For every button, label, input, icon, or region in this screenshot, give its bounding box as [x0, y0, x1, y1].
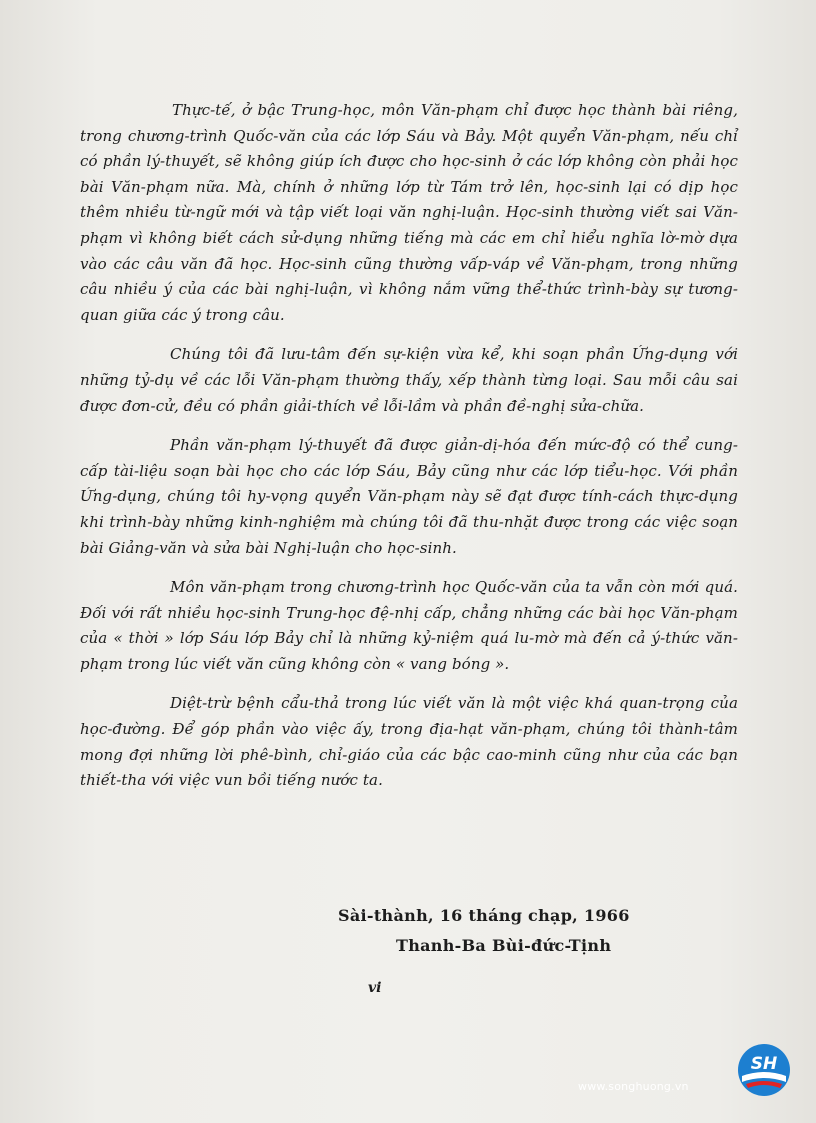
paragraph-4: Môn văn-phạm trong chương-trình học Quốc-văn của ta vẫn còn mới quá. Đối với rất nhiều học-sinh Trung-học đệ-nhị cấp, chẳng những các bài học Văn-phạm của « thời » lớp Sáu lớp Bảy chỉ là những kỷ-niệm quá lu-mờ mà đến cả ý-thức văn-phạm trong lúc viết văn cũng không còn « vang bóng ». [80, 578, 738, 673]
songhuong-logo-icon [736, 1042, 792, 1098]
signature-place-date: Sài-thành, 16 tháng chạp, 1966 [338, 906, 630, 925]
paragraph-3: Phần văn-phạm lý-thuyết đã được giản-dị-hóa đến mức-độ có thể cung-cấp tài-liệu soạn bài học cho các lớp Sáu, Bảy cũng như các lớp tiểu-học. Với phần Ứng-dụng, chúng tôi hy-vọng quyển Văn-phạm này sẽ đạt được tính-cách thực-dụng khi trình-bày những kinh-nghiệm mà chúng tôi đã thu-nhặt được trong các việc soạn bài Giảng-văn và sửa bài Nghị-luận cho học-sinh. [80, 436, 738, 557]
page-number: vi [368, 980, 382, 996]
signature-author: Thanh-Ba Bùi-đức-Tịnh [396, 936, 612, 955]
preface-body [80, 98, 738, 808]
paragraph-5: Diệt-trừ bệnh cẩu-thả trong lúc viết văn là một việc khá quan-trọng của học-đường. Để góp phần vào việc ấy, trong địa-hạt văn-phạm, chúng tôi thành-tâm mong đợi những lời phê-bình, chỉ-giáo của các bậc cao-minh cũng như của các bạn thiết-tha với việc vun bồi tiếng nước ta. [80, 694, 738, 790]
paragraph-1: Thực-tế, ở bậc Trung-học, môn Văn-phạm chỉ được học thành bài riêng, trong chương-trình Quốc-văn của các lớp Sáu và Bảy. Một quyển Văn-phạm, nếu chỉ có phần lý-thuyết, sẽ không giúp ích được cho học-sinh ở các lớp không còn phải học bài Văn-phạm nữa. Mà, chính ở những lớp từ Tám trở lên, học-sinh lại có dịp học thêm nhiều từ-ngữ mới và tập viết loại văn nghị-luận. Học-sinh thường viết sai Văn-phạm vì không biết cách sử-dụng những tiếng mà các em chỉ hiểu nghĩa lờ-mờ dựa vào các câu văn đã học. Học-sinh cũng thường vấp-váp về Văn-phạm, trong những câu nhiều ý của các bài nghị-luận, vì không nắm vững thể-thức trình-bày sự tương-quan giữa các ý trong câu. [80, 101, 738, 324]
logo-text: SH [750, 1054, 778, 1074]
watermark-url: www.songhuong.vn [578, 1080, 689, 1093]
paragraph-2: Chúng tôi đã lưu-tâm đến sự-kiện vừa kể, khi soạn phần Ứng-dụng với những tỷ-dụ về các lỗi Văn-phạm thường thấy, xếp thành từng loại. Sau mỗi câu sai được đơn-cử, đều có phần giải-thích về lỗi-lầm và phần đề-nghị sửa-chữa. [80, 345, 738, 415]
